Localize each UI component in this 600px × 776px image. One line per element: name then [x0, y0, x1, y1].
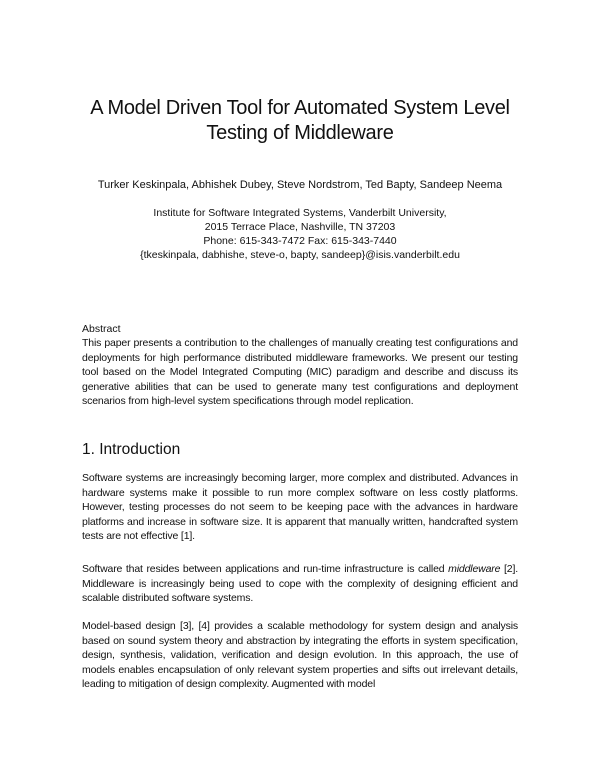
title-line-1: A Model Driven Tool for Automated System Level	[90, 97, 510, 119]
title-line-2: Testing of Middleware	[206, 122, 394, 144]
abstract-heading: Abstract	[82, 323, 121, 335]
intro-paragraph-2	[82, 562, 518, 606]
affiliation-block	[60, 206, 540, 262]
para2-text-end: [2]. Middleware is increasingly being used to cope with the complexity of designing efficient and scalable distributed software systems.	[82, 563, 518, 605]
middleware-term: middleware	[448, 563, 501, 575]
affiliation-line-2: 2015 Terrace Place, Nashville, TN 37203	[204, 221, 396, 233]
intro-paragraph-3: Model-based design [3], [4] provides a scalable methodology for system design and analysis based on sound system theory and abstraction by integrating the efforts in system specification, design, synthesis, validation, verification and design evolution. In this approach, the use of models enables encapsulation of only relevant system properties and sifts out irrelevant details, leading to mitigation of design complexity. Augmented with model	[82, 620, 518, 691]
paper-title	[60, 96, 540, 146]
affiliation-line-3: Phone: 615-343-7472 Fax: 615-343-7440	[203, 235, 397, 247]
author-list: Turker Keskinpala, Abhishek Dubey, Steve Nordstrom, Ted Bapty, Sandeep Neema	[97, 179, 503, 191]
intro-paragraph-1: Software systems are increasingly becoming larger, more complex and distributed. Advances in hardware systems make it possible to run more complex software on less costly platforms. However, testing processes do not seem to be keeping pace with the advances in hardware platforms and increase in software size. It is apparent that manually written, handcrafted system tests are not effective [1].	[82, 472, 518, 543]
affiliation-line-1: Institute for Software Integrated Systems, Vanderbilt University,	[153, 207, 447, 219]
para2-text-start: Software that resides between applications and run-time infrastructure is called	[82, 563, 449, 575]
section-heading-introduction: 1. Introduction	[82, 441, 181, 458]
abstract-text: This paper presents a contribution to the challenges of manually creating test configurations and deployments for high performance distributed middleware frameworks. We present our testing tool based on the Model Integrated Computing (MIC) paradigm and describe and discuss its generative abilities that can be used to generate many test configurations and deployment scenarios from high-level system specifications through model replication.	[82, 337, 518, 408]
affiliation-line-4: {tkeskinpala, dabhishe, steve-o, bapty, sandeep}@isis.vanderbilt.edu	[140, 249, 460, 261]
